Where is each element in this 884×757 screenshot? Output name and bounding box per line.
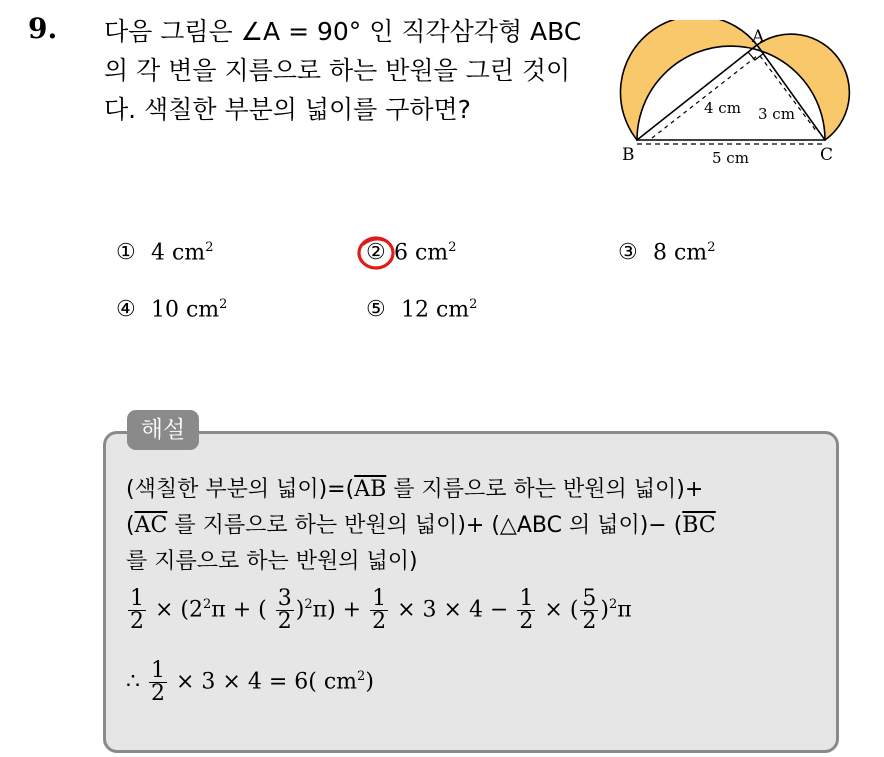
choice-2[interactable]: ② 6 $cm^2$ (366, 240, 457, 266)
explanation-line: 를 지름으로 하는 반원의 넓이) (126, 549, 418, 574)
choice-3[interactable]: ③ 8 $cm^2$ (618, 240, 716, 266)
formula-line-1: $\frac{1}{2}$ × ($2^2\pi$ + ( $\frac{3}{2}$ )$^2$π) + $\frac{1}{2}$ × 3 × 4 − $\frac{1}{2}$ × ( $\frac{5}{2}$ )$^2$π (130, 586, 632, 634)
question-line: 다. 색칠한 부분의 넓이를 구하면? (104, 95, 471, 124)
question-text (104, 12, 604, 129)
label-a: A (752, 27, 765, 47)
choice-5[interactable]: ⑤ 12 $cm^2$ (366, 297, 478, 323)
choice-1[interactable]: ① 4 $cm^2$ (116, 240, 214, 266)
question-line: 의 각 변을 지름으로 하는 반원을 그린 것이 (104, 56, 571, 85)
label-side-bc: 5 cm (712, 149, 749, 167)
label-c: C (820, 145, 834, 165)
label-side-ab: 4 cm (704, 99, 741, 117)
question-number: 9. (28, 12, 58, 45)
explanation-tag: 해설 (127, 410, 199, 450)
explanation-line: ($\overline{AC}$ 를 지름으로 하는 반원의 넓이)+ (△ABC 의 넓이)− ($\overline{BC}$ (126, 513, 716, 538)
label-b: B (622, 145, 635, 165)
label-side-ac: 3 cm (758, 105, 795, 123)
choice-4[interactable]: ④ 10 $cm^2$ (116, 297, 228, 323)
formula-line-2: ∴ $\frac{1}{2}$ × 3 × 4 = 6( $cm^2$) (126, 658, 374, 706)
explanation-text (126, 472, 826, 580)
triangle-figure (612, 20, 852, 175)
answer-circle-mark (355, 233, 399, 273)
explanation-line: (색칠한 부분의 넓이)$=(\overline{AB}$ 를 지름으로 하는 반원의 넓이)+ (126, 477, 704, 502)
question-line: 다음 그림은 ∠A = 90° 인 직각삼각형 ABC (104, 17, 582, 46)
